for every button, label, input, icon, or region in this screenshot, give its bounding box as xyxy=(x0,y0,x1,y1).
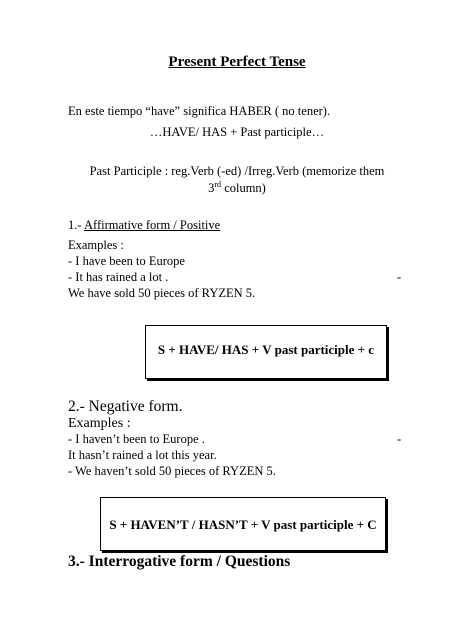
section1-number: 1.- xyxy=(68,218,84,232)
section1-example-2: - It has rained a lot . xyxy=(68,270,169,284)
section2-example-1: - I haven’t been to Europe . xyxy=(68,432,205,446)
section2-example-2: It hasn’t rained a lot this year. xyxy=(68,448,217,462)
affirmative-formula-box xyxy=(145,325,387,379)
ordinal-suffix: rd xyxy=(214,180,222,189)
section1-heading xyxy=(68,218,220,233)
section2-examples-label: Examples : xyxy=(68,416,131,431)
column-text: column) xyxy=(221,181,266,196)
section1-example-1: - I have been to Europe xyxy=(68,254,185,268)
past-participle-note-continued xyxy=(0,180,474,196)
past-participle-note: Past Participle : reg.Verb (-ed) /Irreg.Verb (memorize them xyxy=(89,164,385,178)
section1-example-2-dash: - xyxy=(397,270,402,284)
section1-example-3: We have sold 50 pieces of RYZEN 5. xyxy=(68,286,256,300)
affirmative-formula: S + HAVE/ HAS + V past participle + c xyxy=(157,342,375,357)
section2-example-3: - We haven’t sold 50 pieces of RYZEN 5. xyxy=(68,464,276,478)
formula-summary: …HAVE/ HAS + Past participle… xyxy=(149,125,325,139)
column-number: 3 xyxy=(208,181,215,196)
section3-heading: 3.- Interrogative form / Questions xyxy=(68,553,291,570)
negative-formula-box xyxy=(100,497,386,551)
page-title: Present Perfect Tense xyxy=(168,54,306,70)
section2-example-1-dash: - xyxy=(397,432,402,446)
section1-examples-label: Examples : xyxy=(68,238,124,252)
section1-title: Affirmative form / Positive xyxy=(83,218,221,232)
section2-heading: 2.- Negative form. xyxy=(68,398,183,415)
negative-formula: S + HAVEN’T / HASN’T + V past participle + C xyxy=(109,517,377,532)
intro-line: En este tiempo “have” significa HABER ( no tener). xyxy=(68,104,331,118)
